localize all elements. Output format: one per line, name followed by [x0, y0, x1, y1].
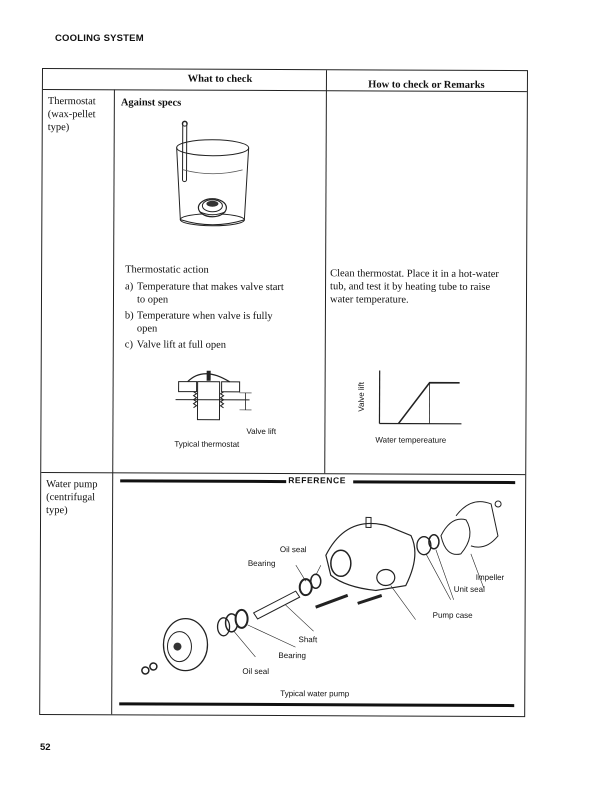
header-what-to-check: What to check	[187, 73, 253, 85]
reference-label: REFERENCE	[288, 475, 347, 486]
item-line: (centrifugal	[46, 492, 96, 504]
remarks-line: tub, and test it by heating tube to raise	[330, 281, 491, 293]
caption-water-pump: Typical water pump	[280, 689, 350, 699]
remarks-thermostat	[330, 267, 522, 307]
water-pump-exploded-diagram	[135, 494, 506, 686]
remarks-line: water temperature.	[329, 294, 409, 306]
label-pump-case: Pump case	[432, 610, 473, 620]
label-valve-lift: Valve lift	[246, 426, 277, 437]
text-line: open	[136, 323, 158, 335]
valve-lift-graph	[369, 370, 469, 430]
graph-ylabel: Valve lift	[356, 382, 366, 412]
inspection-table	[39, 68, 528, 717]
item-line: type)	[46, 505, 68, 517]
item-text	[137, 280, 284, 307]
item-label: b)	[124, 310, 134, 322]
thermostatic-action	[125, 263, 320, 352]
column-divider-item	[111, 89, 115, 714]
remarks-line: Clean thermostat. Place it in a hot-water	[330, 268, 499, 280]
text-line: Temperature when valve is fully	[136, 310, 273, 323]
page-number: 52	[40, 742, 51, 753]
thermostatic-action-title: Thermostatic action	[125, 264, 209, 276]
action-item-b	[125, 309, 320, 336]
item-label: c)	[124, 339, 133, 351]
item-text: Valve lift at full open	[136, 339, 227, 351]
item-line: (wax-pellet	[47, 109, 96, 121]
item-line: type)	[47, 122, 70, 134]
row-divider	[41, 472, 525, 475]
header-how-to-check: How to check or Remarks	[368, 79, 485, 91]
item-label: a)	[125, 281, 134, 293]
section-header: COOLING SYSTEM	[55, 33, 144, 44]
caption-thermostat: Typical thermostat	[174, 439, 240, 449]
item-line: Thermostat	[47, 96, 96, 108]
label-shaft: Shaft	[298, 635, 318, 645]
label-unit-seal: Unit seal	[453, 584, 485, 594]
item-line: Water pump	[46, 479, 98, 491]
action-item-a	[125, 280, 320, 307]
reference-bar-right	[353, 480, 515, 484]
column-divider-remarks	[324, 70, 327, 473]
check-title: Against specs	[120, 97, 182, 109]
item-water-pump	[46, 478, 98, 517]
action-item-c	[125, 338, 320, 352]
beaker-thermometer-illustration	[172, 120, 252, 230]
text-line: Temperature that makes valve start	[137, 281, 284, 294]
label-oil-seal-top: Oil seal	[279, 545, 307, 555]
label-bearing-top: Bearing	[247, 558, 276, 569]
label-bearing-bottom: Bearing	[278, 651, 307, 661]
item-text	[137, 309, 273, 336]
text-line: to open	[136, 294, 169, 306]
thermostat-diagram	[173, 368, 263, 428]
graph-xlabel: Water tempereature	[375, 435, 447, 445]
reference-bar-left	[120, 479, 286, 483]
item-thermostat	[48, 95, 96, 134]
label-oil-seal-bottom: Oil seal	[242, 666, 270, 676]
label-impeller: Impeller	[475, 572, 505, 583]
reference-bar-bottom	[119, 702, 514, 707]
